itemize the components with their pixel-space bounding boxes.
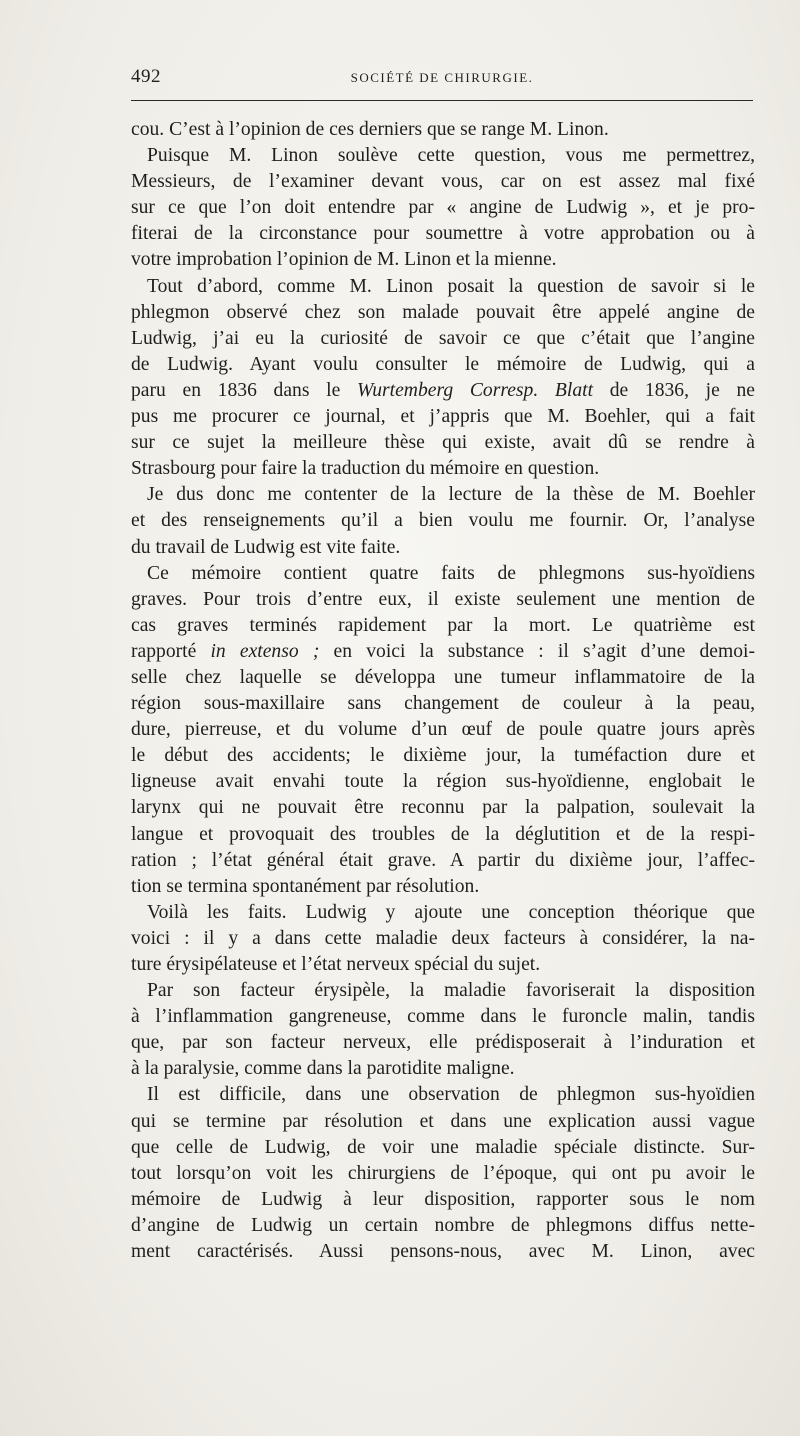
text-line: de Ludwig. Ayant voulu consulter le mémoire de Ludwig, qui a	[131, 353, 755, 375]
text-line	[131, 639, 755, 665]
text-line: langue et provoquait des troubles de la déglutition et de la respi-	[131, 823, 755, 845]
text-line: à la paralysie, comme dans la parotidite maligne.	[131, 1058, 515, 1080]
text-line: cou. C’est à l’opinion de ces derniers que se range M. Linon.	[131, 119, 609, 140]
text-segment: de 1836, je ne	[593, 379, 755, 401]
text-line: Strasbourg pour faire la traduction du mémoire en question.	[131, 458, 600, 480]
text-line: Tout d’abord, comme M. Linon posait la question de savoir si le	[147, 275, 755, 297]
text-line: cas graves terminés rapidement par la mort. Le quatrième est	[131, 614, 755, 636]
text-line: graves. Pour trois d’entre eux, il existe seulement une mention de	[131, 588, 755, 610]
text-line: ligneuse avait envahi toute la région sus-hyoïdienne, englobait le	[131, 771, 755, 793]
text-line: Je dus donc me contenter de la lecture de la thèse de M. Boehler	[147, 484, 755, 506]
text-line: et des renseignements qu’il a bien voulu me fournir. Or, l’analyse	[131, 510, 755, 532]
text-line: dure, pierreuse, et du volume d’un œuf de poule quatre jours après	[131, 719, 755, 741]
text-line: d’angine de Ludwig un certain nombre de phlegmons diffus nette-	[131, 1214, 755, 1236]
text-line: sur ce que l’on doit entendre par « angine de Ludwig », et je pro-	[131, 197, 755, 219]
text-line: Par son facteur érysipèle, la maladie favoriserait la disposition	[147, 980, 755, 1002]
text-line: phlegmon observé chez son malade pouvait être appelé angine de	[131, 301, 755, 323]
text-line: Ludwig, j’ai eu la curiosité de savoir ce que c’était que l’angine	[131, 327, 755, 349]
text-line: Il est difficile, dans une observation de phlegmon sus-hyoïdien	[147, 1084, 755, 1106]
running-title: SOCIÉTÉ DE CHIRURGIE.	[350, 70, 534, 85]
text-line: sur ce sujet la meilleure thèse qui existe, avait dû se rendre à	[131, 432, 755, 454]
text-line	[131, 378, 755, 404]
text-line: Ce mémoire contient quatre faits de phlegmons sus-hyoïdiens	[147, 562, 755, 584]
header-rule	[131, 100, 753, 101]
text-line: larynx qui ne pouvait être reconnu par la palpation, soulevait la	[131, 797, 755, 819]
text-line: le début des accidents; le dixième jour, la tuméfaction dure et	[131, 745, 755, 767]
text-line: tion se termina spontanément par résolution.	[131, 875, 480, 897]
text-segment: en voici la substance : il s’agit d’une demoi-	[319, 640, 755, 662]
text-line: tout lorsqu’on voit les chirurgiens de l’époque, qui ont pu avoir le	[131, 1162, 755, 1184]
text-line: que celle de Ludwig, de voir une maladie spéciale distincte. Sur-	[131, 1136, 755, 1158]
page-number: 492	[131, 66, 161, 87]
text-line: selle chez laquelle se développa une tumeur inflammatoire de la	[131, 666, 755, 688]
text-line: Voilà les faits. Ludwig y ajoute une conception théorique que	[147, 901, 755, 923]
text-segment: paru en 1836 dans le	[131, 379, 357, 401]
text-line: du travail de Ludwig est vite faite.	[131, 536, 401, 558]
text-line: à l’inflammation gangreneuse, comme dans le furoncle malin, tandis	[131, 1006, 755, 1028]
text-line: Puisque M. Linon soulève cette question, vous me permettrez,	[147, 145, 755, 167]
text-line: ture érysipélateuse et l’état nerveux spécial du sujet.	[131, 954, 541, 975]
italic-title: in extenso ;	[210, 640, 320, 662]
text-line: votre improbation l’opinion de M. Linon et la mienne.	[131, 249, 557, 271]
text-segment: rapporté	[131, 640, 211, 662]
text-line: voici : il y a dans cette maladie deux facteurs à considérer, la na-	[131, 927, 755, 949]
text-line: qui se termine par résolution et dans une explication aussi vague	[131, 1110, 755, 1132]
text-line: région sous-maxillaire sans changement de couleur à la peau,	[131, 693, 755, 715]
text-line: pus me procurer ce journal, et j’appris que M. Boehler, qui a fait	[131, 406, 755, 428]
text-line: ration ; l’état général était grave. A partir du dixième jour, l’affec-	[131, 849, 755, 871]
italic-title: Wurtemberg Corresp. Blatt	[357, 379, 594, 401]
text-line: fiterai de la circonstance pour soumettre à votre approbation ou à	[131, 223, 755, 245]
text-line: mémoire de Ludwig à leur disposition, rapporter sous le nom	[131, 1188, 755, 1210]
text-line: ment caractérisés. Aussi pensons-nous, avec M. Linon, avec	[131, 1241, 755, 1263]
page-header	[131, 64, 753, 94]
text-line: que, par son facteur nerveux, elle prédisposerait à l’induration et	[131, 1032, 755, 1054]
text-line: Messieurs, de l’examiner devant vous, car on est assez mal fixé	[131, 171, 755, 193]
body-text	[131, 117, 755, 1265]
